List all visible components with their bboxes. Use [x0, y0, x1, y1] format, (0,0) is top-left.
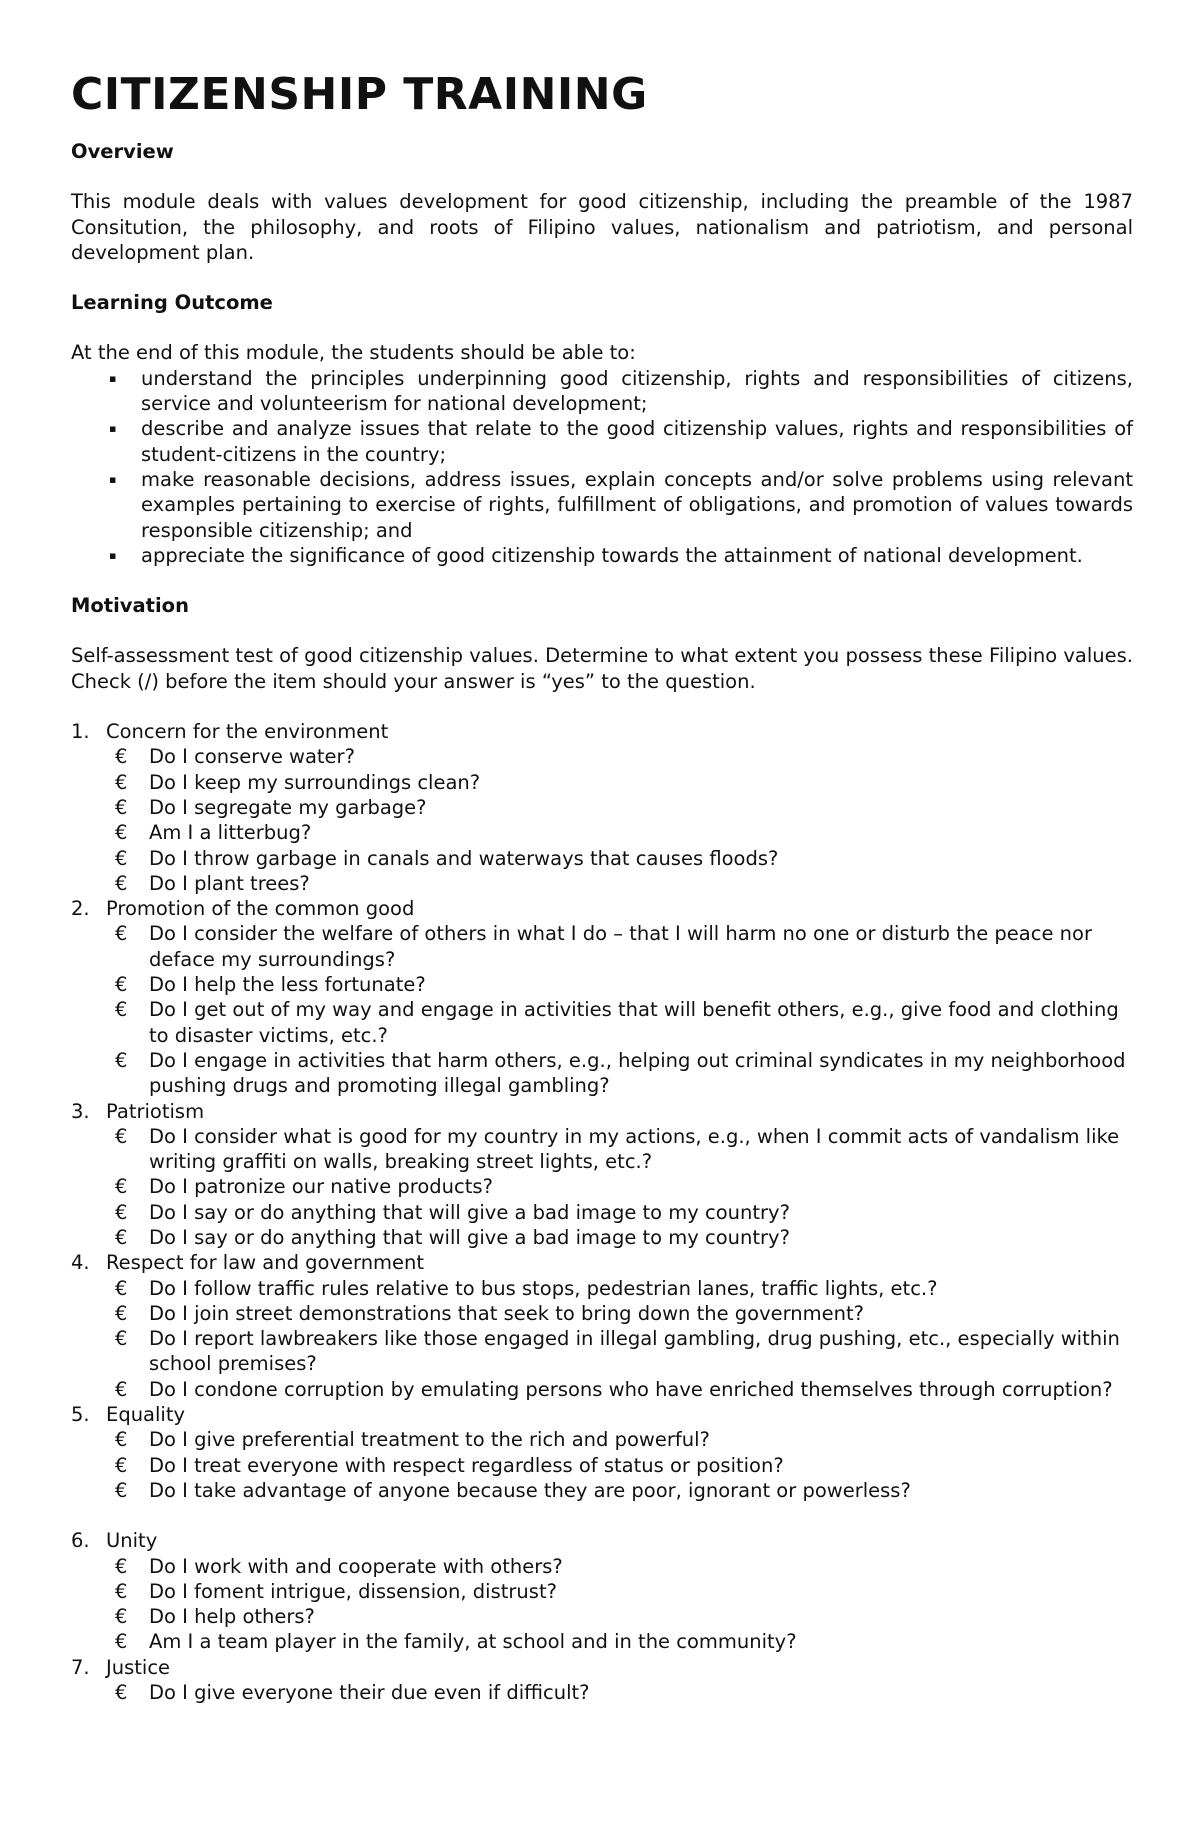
checkbox-icon[interactable]: € — [115, 846, 128, 870]
question-item[interactable] — [115, 1427, 1133, 1452]
checkbox-icon[interactable]: € — [115, 770, 128, 794]
checkbox-icon[interactable]: € — [115, 1276, 128, 1300]
checkbox-icon[interactable]: € — [115, 1453, 128, 1477]
values-checklist — [71, 719, 1133, 1705]
question-text: Am I a litterbug? — [149, 821, 312, 845]
motivation-heading: Motivation — [71, 594, 189, 618]
question-text: Do I take advantage of anyone because they are poor, ignorant or powerless? — [149, 1478, 911, 1502]
square-bullet-icon: ▪ — [109, 371, 117, 385]
question-item[interactable] — [115, 972, 1133, 997]
checkbox-icon[interactable]: € — [115, 1605, 128, 1629]
question-text: Do I say or do anything that will give a bad image to my country? — [149, 1200, 790, 1224]
question-list — [106, 1427, 1133, 1503]
question-text: Do I follow traffic rules relative to bus stops, pedestrian lanes, traffic lights, etc.? — [149, 1276, 938, 1300]
question-text: Do I say or do anything that will give a bad image to my country? — [149, 1225, 790, 1249]
question-text: Do I help the less fortunate? — [149, 973, 426, 997]
learning-outcome-list — [71, 366, 1133, 568]
question-list — [106, 1554, 1133, 1655]
value-number: 1. — [71, 720, 90, 744]
value-category — [71, 1099, 1133, 1251]
question-text: Do I throw garbage in canals and waterways that causes floods? — [149, 846, 779, 870]
document-page — [71, 68, 1133, 1705]
checkbox-icon[interactable]: € — [115, 1225, 128, 1249]
value-category — [71, 1655, 1133, 1706]
overview-heading: Overview — [71, 140, 174, 163]
value-number: 4. — [71, 1251, 90, 1275]
question-list — [106, 921, 1133, 1098]
value-category — [71, 1402, 1133, 1503]
square-bullet-icon: ▪ — [109, 472, 117, 486]
learning-outcome-intro: At the end of this module, the students should be able to: — [71, 341, 636, 365]
question-item[interactable] — [115, 1276, 1133, 1301]
question-item[interactable] — [115, 795, 1133, 820]
question-item[interactable] — [115, 921, 1133, 972]
question-text: Do I give preferential treatment to the rich and powerful? — [149, 1428, 710, 1452]
checkbox-icon[interactable]: € — [115, 745, 128, 769]
value-number: 2. — [71, 897, 90, 921]
question-item[interactable] — [115, 1225, 1133, 1250]
value-category — [71, 1250, 1133, 1402]
value-name: Patriotism — [106, 1099, 205, 1123]
checkbox-icon[interactable]: € — [115, 1175, 128, 1199]
question-text: Do I segregate my garbage? — [149, 795, 427, 819]
learning-outcome-text: understand the principles underpinning good citizenship, rights and responsibilities of citizens, service and volunteerism for national development; — [141, 366, 1133, 416]
question-list — [106, 744, 1133, 896]
value-name: Equality — [106, 1403, 186, 1427]
checkbox-icon[interactable]: € — [115, 1554, 128, 1578]
checkbox-icon[interactable]: € — [115, 1579, 128, 1603]
learning-outcome-item — [109, 416, 1133, 467]
value-number: 6. — [71, 1529, 90, 1553]
question-text: Do I keep my surroundings clean? — [149, 770, 481, 794]
checkbox-icon[interactable]: € — [115, 1048, 128, 1072]
value-name: Unity — [106, 1529, 158, 1553]
question-text: Do I conserve water? — [149, 745, 355, 769]
square-bullet-icon: ▪ — [109, 422, 117, 436]
question-item[interactable] — [115, 997, 1133, 1048]
question-text: Am I a team player in the family, at school and in the community? — [149, 1630, 797, 1654]
question-item[interactable] — [115, 1301, 1133, 1326]
learning-outcome-heading: Learning Outcome — [71, 291, 273, 315]
value-name: Promotion of the common good — [106, 897, 415, 921]
question-item[interactable] — [115, 1124, 1133, 1175]
value-number: 7. — [71, 1655, 90, 1679]
question-item[interactable] — [115, 1174, 1133, 1199]
question-item[interactable] — [115, 1200, 1133, 1225]
question-item[interactable] — [115, 1629, 1133, 1654]
learning-outcome-item — [109, 543, 1133, 568]
question-item[interactable] — [115, 1478, 1133, 1503]
overview-text: This module deals with values development for good citizenship, including the preamble of the 1987 Consitution, the philosophy, and roots of Filipino values, nationalism and patriotism, and personal development plan. — [71, 190, 1133, 264]
learning-outcome-text: make reasonable decisions, address issues, explain concepts and/or solve problems using relevant examples pertaining to exercise of rights, fulfillment of obligations, and promotion of values towards responsible citizenship; and — [141, 467, 1133, 542]
question-item[interactable] — [115, 871, 1133, 896]
checkbox-icon[interactable]: € — [115, 1301, 128, 1325]
question-item[interactable] — [115, 1554, 1133, 1579]
checkbox-icon[interactable]: € — [115, 1200, 128, 1224]
checkbox-icon[interactable]: € — [115, 1428, 128, 1452]
question-text: Do I report lawbreakers like those engaged in illegal gambling, drug pushing, etc., especially within school premises? — [149, 1327, 1120, 1376]
value-name: Respect for law and government — [106, 1251, 425, 1275]
question-text: Do I join street demonstrations that seek to bring down the government? — [149, 1301, 864, 1325]
checkbox-icon[interactable]: € — [115, 1630, 128, 1654]
question-item[interactable] — [115, 846, 1133, 871]
question-text: Do I help others? — [149, 1605, 315, 1629]
checkbox-icon[interactable]: € — [115, 795, 128, 819]
learning-outcome-item — [109, 467, 1133, 543]
question-item[interactable] — [115, 1604, 1133, 1629]
question-item[interactable] — [115, 1680, 1133, 1705]
question-text: Do I give everyone their due even if difficult? — [149, 1681, 590, 1705]
square-bullet-icon: ▪ — [109, 548, 117, 562]
question-text: Do I condone corruption by emulating persons who have enriched themselves through corruption? — [149, 1377, 1113, 1401]
value-number: 5. — [71, 1403, 90, 1427]
checkbox-icon[interactable]: € — [115, 1681, 128, 1705]
question-item[interactable] — [115, 1579, 1133, 1604]
value-category — [71, 1528, 1133, 1654]
motivation-text: Self-assessment test of good citizenship values. Determine to what extent you possess these Filipino values. Check (/) before the item should your answer is “yes” to the question. — [71, 644, 1133, 693]
checkbox-icon[interactable]: € — [115, 1124, 128, 1148]
question-item[interactable] — [115, 744, 1133, 769]
question-list — [106, 1276, 1133, 1402]
learning-outcome-text: appreciate the significance of good citizenship towards the attainment of national development. — [141, 543, 1083, 567]
checkbox-icon[interactable]: € — [115, 871, 128, 895]
question-text: Do I consider the welfare of others in what I do – that I will harm no one or disturb the peace nor deface my surroundings? — [149, 922, 1092, 971]
checkbox-icon[interactable]: € — [115, 1327, 128, 1351]
question-text: Do I patronize our native products? — [149, 1175, 493, 1199]
question-list — [106, 1680, 1133, 1705]
question-list — [106, 1124, 1133, 1250]
learning-outcome-text: describe and analyze issues that relate to the good citizenship values, rights and responsibilities of student-citizens in the country; — [141, 417, 1133, 466]
question-item[interactable] — [115, 1326, 1133, 1377]
question-item[interactable] — [115, 770, 1133, 795]
question-text: Do I plant trees? — [149, 871, 310, 895]
value-category — [71, 719, 1133, 896]
checkbox-icon[interactable]: € — [115, 1377, 128, 1401]
question-item[interactable] — [115, 820, 1133, 845]
question-text: Do I get out of my way and engage in activities that will benefit others, e.g., give food and clothing to disaster victims, etc.? — [149, 998, 1119, 1047]
question-text: Do I engage in activities that harm others, e.g., helping out criminal syndicates in my neighborhood pushing drugs and promoting illegal gambling? — [149, 1048, 1126, 1098]
learning-outcome-item — [109, 366, 1133, 417]
document-title: CITIZENSHIP TRAINING — [71, 69, 648, 120]
question-text: Do I foment intrigue, dissension, distrust? — [149, 1579, 557, 1603]
checkbox-icon[interactable]: € — [115, 1478, 128, 1502]
question-text: Do I work with and cooperate with others? — [149, 1554, 563, 1578]
value-category — [71, 896, 1133, 1098]
question-text: Do I consider what is good for my country in my actions, e.g., when I commit acts of vandalism like writing graffiti on walls, breaking street lights, etc.? — [149, 1124, 1120, 1174]
value-name: Concern for the environment — [106, 720, 389, 744]
question-item[interactable] — [115, 1048, 1133, 1099]
value-name: Justice — [106, 1655, 171, 1679]
checkbox-icon[interactable]: € — [115, 998, 128, 1022]
question-item[interactable] — [115, 1377, 1133, 1402]
value-number: 3. — [71, 1099, 90, 1123]
question-text: Do I treat everyone with respect regardless of status or position? — [149, 1453, 784, 1477]
checkbox-icon[interactable]: € — [115, 922, 128, 946]
question-item[interactable] — [115, 1453, 1133, 1478]
checkbox-icon[interactable]: € — [115, 973, 128, 997]
checkbox-icon[interactable]: € — [115, 821, 128, 845]
